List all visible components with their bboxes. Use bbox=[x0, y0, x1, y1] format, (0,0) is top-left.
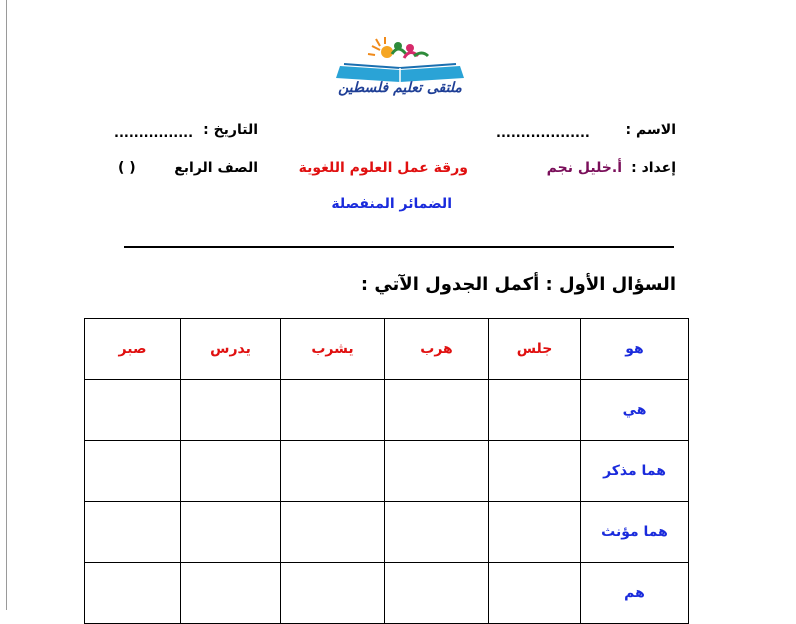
table-cell-blank[interactable] bbox=[489, 502, 581, 563]
name-label: الاسم : bbox=[625, 122, 676, 138]
table-row bbox=[85, 441, 689, 502]
table-cell-blank[interactable] bbox=[85, 380, 181, 441]
table-cell-blank[interactable] bbox=[489, 441, 581, 502]
table-cell-blank[interactable] bbox=[385, 441, 489, 502]
horizontal-rule bbox=[124, 246, 674, 248]
table-cell-blank[interactable] bbox=[181, 380, 281, 441]
name-dots: ................... bbox=[496, 126, 590, 141]
table-row bbox=[85, 380, 689, 441]
grade-label: الصف الرابع bbox=[174, 160, 258, 176]
table-cell-blank[interactable] bbox=[281, 502, 385, 563]
table-cell-verb: يشرب bbox=[281, 319, 385, 380]
table-cell-verb: جلس bbox=[489, 319, 581, 380]
table-cell-pronoun: هما مذكر bbox=[581, 441, 689, 502]
table-cell-pronoun: هم bbox=[581, 563, 689, 624]
table-header-row bbox=[85, 319, 689, 380]
worksheet-title: ورقة عمل العلوم اللغوية bbox=[298, 160, 468, 176]
page-left-border bbox=[6, 0, 7, 610]
logo-text: ملتقى تعليم فلسطين bbox=[338, 80, 462, 96]
table-cell-blank[interactable] bbox=[181, 563, 281, 624]
table-cell-verb: هرب bbox=[385, 319, 489, 380]
table-cell-blank[interactable] bbox=[385, 380, 489, 441]
table-cell-pronoun: هو bbox=[581, 319, 689, 380]
table-cell-blank[interactable] bbox=[385, 502, 489, 563]
table-cell-blank[interactable] bbox=[489, 563, 581, 624]
table-row bbox=[85, 502, 689, 563]
question-text: السؤال الأول : أكمل الجدول الآتي : bbox=[360, 274, 676, 295]
table-row bbox=[85, 563, 689, 624]
author-name: أ.خليل نجم bbox=[546, 160, 622, 176]
table-cell-pronoun: هي bbox=[581, 380, 689, 441]
table-cell-blank[interactable] bbox=[181, 441, 281, 502]
table-cell-pronoun: هما مؤنث bbox=[581, 502, 689, 563]
date-label: التاريخ : bbox=[203, 122, 258, 138]
table-cell-blank[interactable] bbox=[489, 380, 581, 441]
book-sun-logo-icon bbox=[300, 36, 500, 86]
table-cell-blank[interactable] bbox=[181, 502, 281, 563]
date-dots: ................ bbox=[114, 126, 194, 141]
topic-title: الضمائر المنفصلة bbox=[331, 196, 452, 212]
table-cell-blank[interactable] bbox=[281, 380, 385, 441]
grade-blank: ( ) bbox=[118, 160, 136, 176]
table-cell-blank[interactable] bbox=[385, 563, 489, 624]
table-cell-blank[interactable] bbox=[85, 441, 181, 502]
prepared-by-label: إعداد : bbox=[631, 160, 676, 176]
table-cell-verb: صبر bbox=[85, 319, 181, 380]
table-cell-blank[interactable] bbox=[85, 502, 181, 563]
table-cell-blank[interactable] bbox=[85, 563, 181, 624]
table-cell-blank[interactable] bbox=[281, 441, 385, 502]
table-cell-blank[interactable] bbox=[281, 563, 385, 624]
table-cell-verb: يدرس bbox=[181, 319, 281, 380]
conjugation-table bbox=[84, 318, 689, 624]
logo bbox=[300, 36, 500, 104]
